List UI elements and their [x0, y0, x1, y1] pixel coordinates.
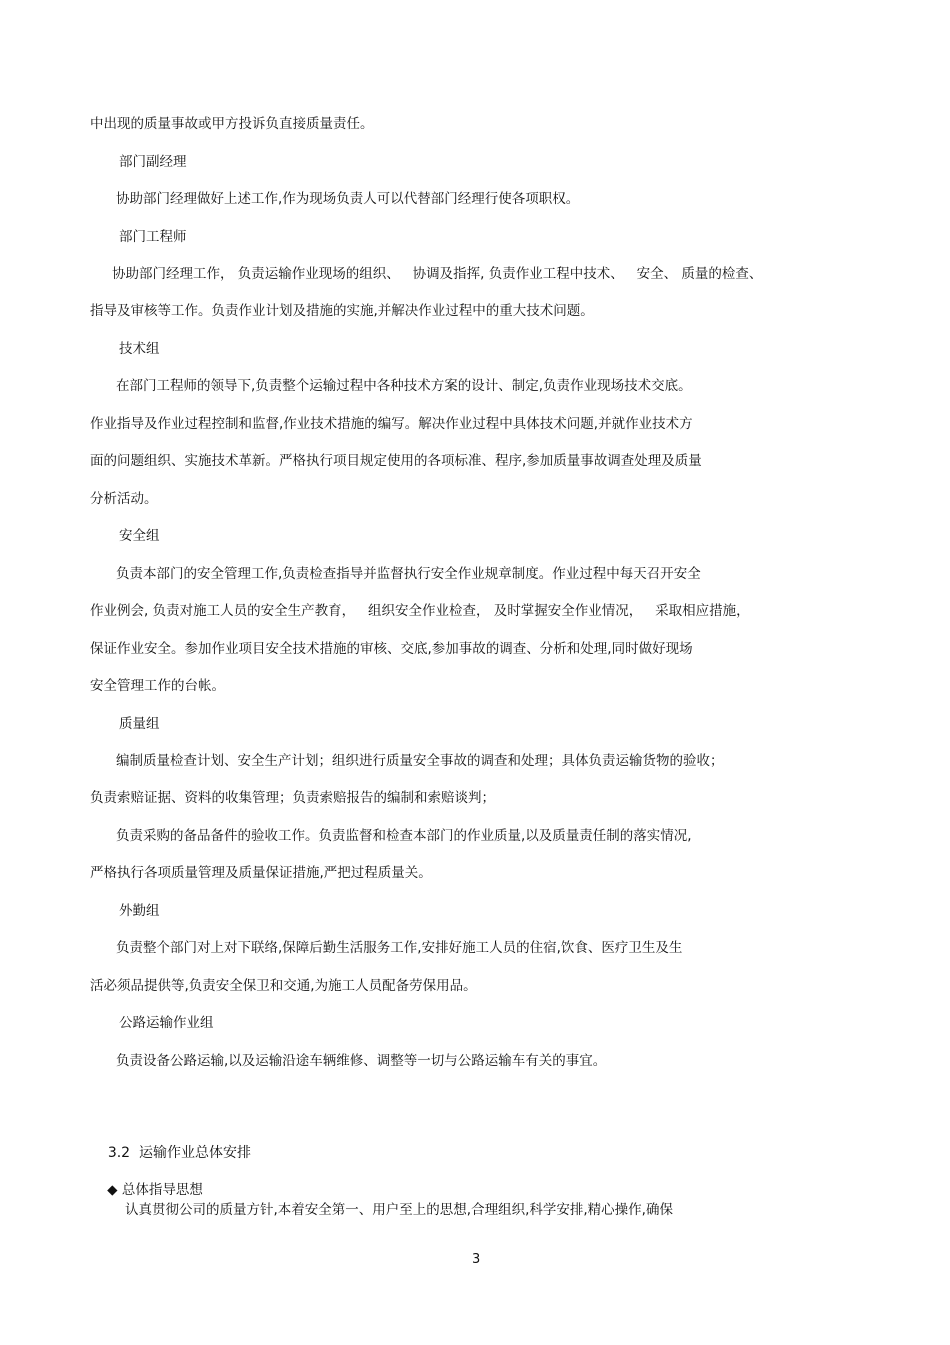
body-text-line: 中出现的质量事故或甲方投诉负直接质量责任。	[90, 116, 374, 132]
bullet-text: 总体指导思想	[121, 1182, 203, 1198]
page-number: 3	[472, 1252, 481, 1267]
section-subheading: 部门工程师	[119, 229, 187, 245]
body-text-line: 负责本部门的安全管理工作,负责检查指导并监督执行安全作业规章制度。作业过程中每天召开安全	[116, 566, 701, 582]
section-subheading: 外勤组	[119, 903, 160, 919]
body-text-line: 作业指导及作业过程控制和监督,作业技术措施的编写。解决作业过程中具体技术问题,并就作业技术方	[90, 416, 693, 432]
body-text-line: 分析活动。	[90, 491, 158, 507]
body-text-line: 面的问题组织、实施技术革新。严格执行项目规定使用的各项标准、程序,参加质量事故调查处理及质量	[90, 453, 702, 469]
section-subheading: 技术组	[119, 341, 160, 357]
body-text-line: 严格执行各项质量管理及质量保证措施,严把过程质量关。	[90, 865, 432, 881]
section-title: 运输作业总体安排	[138, 1145, 251, 1161]
diamond-bullet-icon: ◆	[107, 1182, 118, 1198]
body-text-line: 负责采购的备品备件的验收工作。负责监督和检查本部门的作业质量,以及质量责任制的落实情况,	[116, 828, 692, 844]
body-text-line: 协助部门经理工作， 负责运输作业现场的组织、 协调及指挥, 负责作业工程中技术、 安全、 质量的检查、	[112, 266, 763, 282]
body-text-line: 安全管理工作的台帐。	[90, 678, 225, 694]
section-number: 3.2	[107, 1145, 131, 1161]
body-text-line: 活必须品提供等,负责安全保卫和交通,为施工人员配备劳保用品。	[90, 978, 477, 994]
body-text-line: 负责整个部门对上对下联络,保障后勤生活服务工作,安排好施工人员的住宿,饮食、医疗卫生及生	[116, 940, 683, 956]
body-text-line: 编制质量检查计划、安全生产计划；组织进行质量安全事故的调查和处理；具体负责运输货物的验收；	[116, 753, 724, 769]
section-subheading: 公路运输作业组	[119, 1015, 214, 1031]
body-text-line: 在部门工程师的领导下,负责整个运输过程中各种技术方案的设计、制定,负责作业现场技术交底。	[116, 378, 692, 394]
body-text-line: 保证作业安全。参加作业项目安全技术措施的审核、交底,参加事故的调查、分析和处理,同时做好现场	[90, 641, 693, 657]
body-text-line: 认真贯彻公司的质量方针,本着安全第一、用户至上的思想,合理组织,科学安排,精心操作,确保	[125, 1202, 673, 1218]
body-text-line: 指导及审核等工作。负责作业计划及措施的实施,并解决作业过程中的重大技术问题。	[90, 303, 594, 319]
body-text-line: 作业例会, 负责对施工人员的安全生产教育， 组织安全作业检查， 及时掌握安全作业情况， 采取相应措施，	[90, 603, 750, 619]
section-heading-gap	[130, 1145, 139, 1161]
section-subheading: 部门副经理	[119, 154, 187, 170]
body-text-line: 负责索赔证据、资料的收集管理；负责索赔报告的编制和索赔谈判；	[90, 790, 495, 806]
body-text-line: 协助部门经理做好上述工作,作为现场负责人可以代替部门经理行使各项职权。	[116, 191, 580, 207]
body-text-line: 负责设备公路运输,以及运输沿途车辆维修、调整等一切与公路运输车有关的事宜。	[116, 1053, 607, 1069]
section-subheading: 质量组	[119, 716, 160, 732]
section-subheading: 安全组	[119, 528, 160, 544]
